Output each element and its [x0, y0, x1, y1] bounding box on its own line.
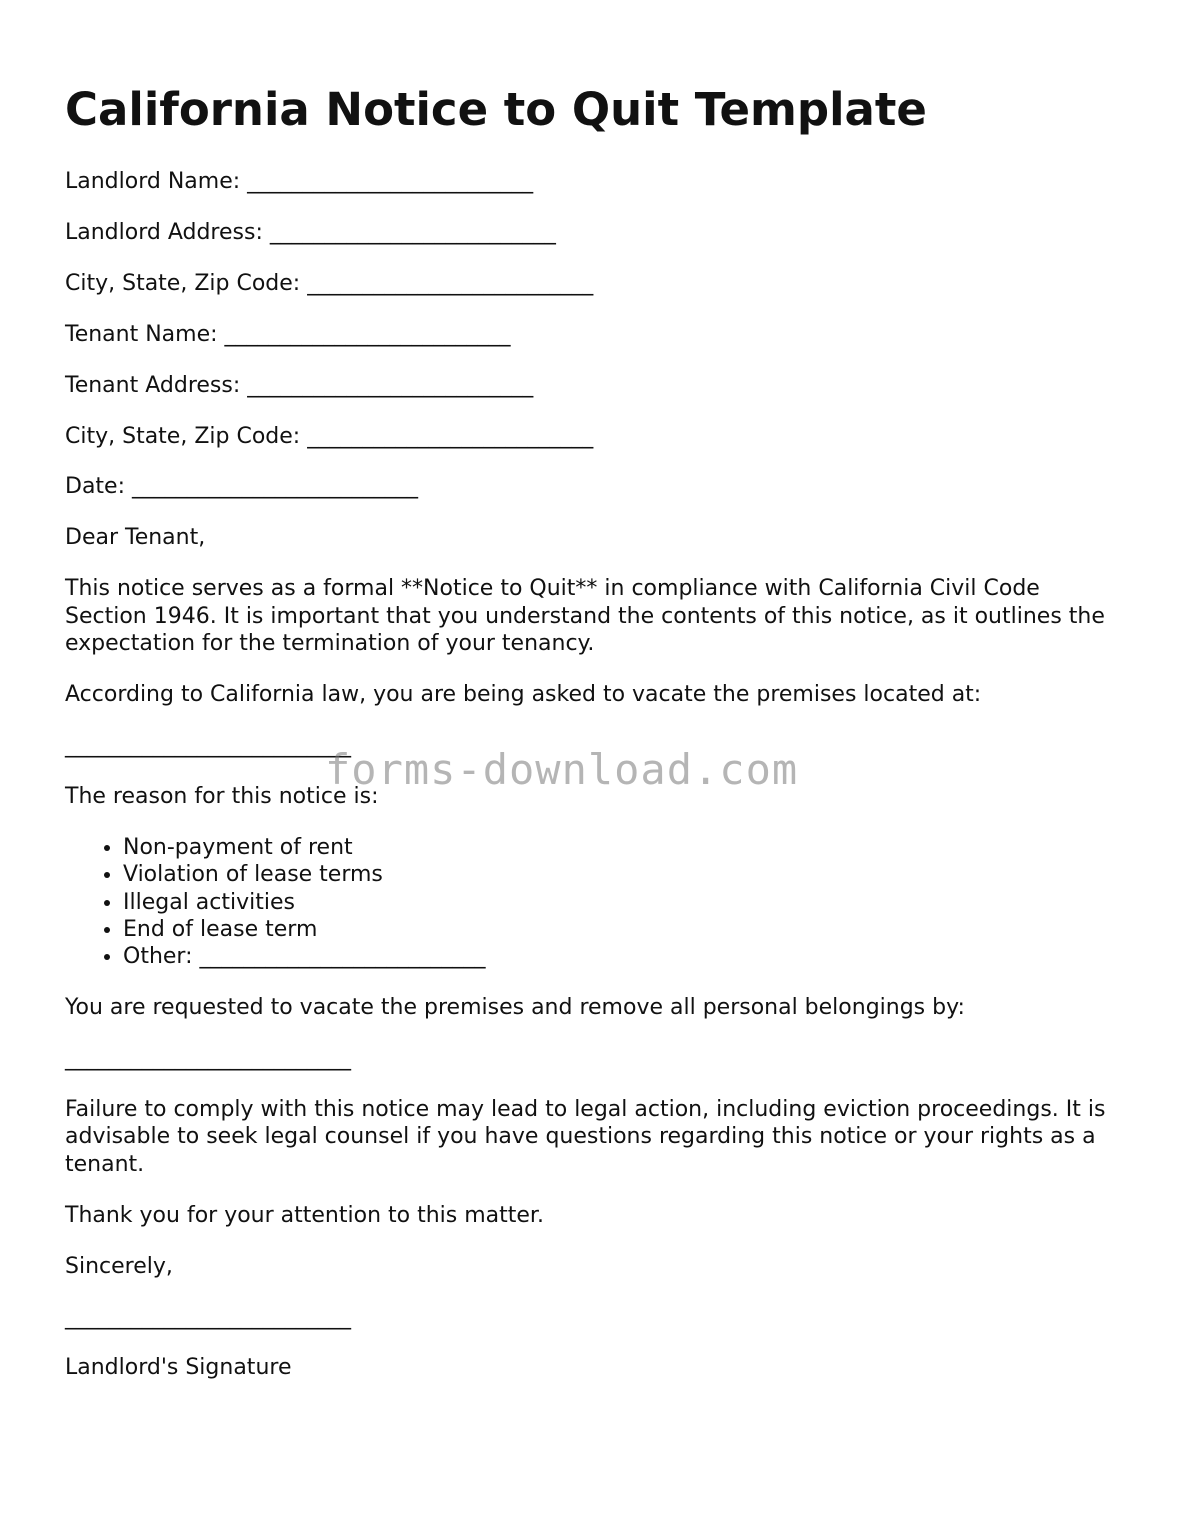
- field-label: City, State, Zip Code:: [65, 270, 301, 296]
- premises-blank: __________________________: [65, 732, 351, 758]
- field-label: Date:: [65, 474, 125, 500]
- premises-text: According to California law, you are being asked to vacate the premises located at:: [65, 681, 982, 707]
- field-label: Landlord Address:: [65, 219, 263, 245]
- thanks-line: Thank you for your attention to this matter.: [65, 1202, 544, 1228]
- document-title: California Notice to Quit Template: [65, 83, 927, 136]
- field-tenant-name: [65, 321, 1125, 348]
- failure-paragraph: Failure to comply with this notice may lead to legal action, including eviction proceedings. It is advisable to seek legal counsel if you have questions regarding this notice or your rights as a tenant.: [65, 1097, 1106, 1177]
- signature-label: Landlord's Signature: [65, 1355, 292, 1381]
- field-tenant-city-state-zip: [65, 423, 1125, 450]
- field-blank: __________________________: [307, 423, 594, 449]
- field-tenant-address: [65, 372, 1125, 399]
- document-body: [65, 168, 1125, 1405]
- salutation: Dear Tenant,: [65, 525, 206, 551]
- field-label: City, State, Zip Code:: [65, 423, 301, 449]
- vacate-blank: __________________________: [65, 1046, 351, 1072]
- field-date: [65, 473, 1125, 500]
- field-blank: __________________________: [247, 169, 534, 194]
- vacate-text: You are requested to vacate the premises and remove all personal belongings by:: [65, 995, 965, 1021]
- list-item: • Non-payment of rent: [123, 834, 1125, 861]
- field-landlord-name: [65, 168, 1125, 195]
- reason-heading: The reason for this notice is:: [65, 783, 379, 809]
- intro-paragraph: This notice serves as a formal **Notice to Quit** in compliance with California Civil Code Section 1946. It is important that you understand the contents of this notice, as it outlines the expectation for the termination of your tenancy.: [65, 576, 1105, 657]
- list-item: • Illegal activities: [123, 889, 1125, 916]
- list-item: • Violation of lease terms: [123, 861, 1125, 888]
- reason-list: [65, 834, 1125, 971]
- field-blank: __________________________: [307, 270, 594, 296]
- field-landlord-address: [65, 219, 1125, 246]
- field-label: Tenant Address:: [65, 372, 241, 398]
- signature-blank: __________________________: [65, 1304, 351, 1330]
- field-label: Tenant Name:: [65, 321, 218, 347]
- list-item: • End of lease term: [123, 916, 1125, 943]
- field-blank: __________________________: [247, 372, 534, 398]
- field-blank: __________________________: [269, 219, 556, 245]
- field-blank: __________________________: [132, 474, 418, 500]
- closing-line: Sincerely,: [65, 1253, 173, 1279]
- field-landlord-city-state-zip: [65, 270, 1125, 297]
- list-item: • Other: __________________________: [123, 943, 1125, 970]
- field-label: Landlord Name:: [65, 169, 241, 194]
- watermark: forms-download.com: [325, 745, 799, 794]
- field-blank: __________________________: [224, 321, 511, 347]
